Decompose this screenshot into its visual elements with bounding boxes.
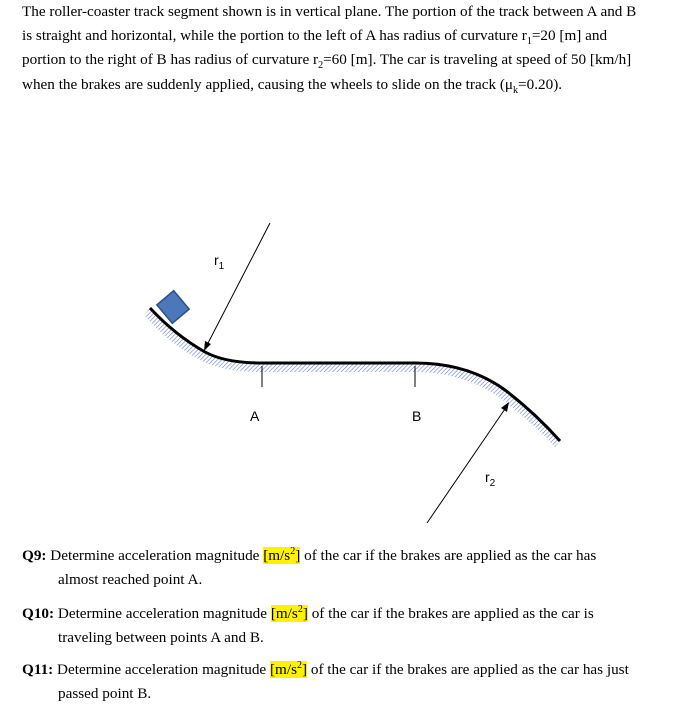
unit-highlight: $[m/s^2]$ xyxy=(263,545,301,564)
radius-r1-arrowhead xyxy=(204,341,211,351)
radius-r2-line xyxy=(427,406,507,523)
problem-line-2: is straight and horizontal, while the portion to the left of A has radius of curvature $r_1=20$ [m] and xyxy=(22,27,608,48)
question-q9: Q9: Determine acceleration magnitude $[m/s^2]$ of the car if the brakes are applied as the car has almost reached point A. xyxy=(22,545,597,588)
radius-r1-line xyxy=(206,223,270,347)
track-line xyxy=(150,308,560,441)
label-a: A xyxy=(250,408,260,424)
question-q10: Q10: Determine acceleration magnitude $[m/s^2]$ of the car if the brakes are applied as the car is traveling between points A and B. xyxy=(22,603,594,646)
question-q11: Q11: Determine acceleration magnitude $[m/s^2]$ of the car if the brakes are applied as the car has just passed point B. xyxy=(22,659,629,702)
problem-line-3: portion to the right of B has radius of curvature $r_2=60$ [m]. The car is traveling at speed of 50 [km/h] xyxy=(22,51,632,72)
label-r1: $r_1$ xyxy=(214,252,225,272)
radius-r2-arrowhead xyxy=(501,402,509,412)
question-label: Q11: xyxy=(22,661,54,678)
track-hatching xyxy=(144,308,560,447)
track-figure xyxy=(0,195,677,535)
problem-line-1: The roller-coaster track segment shown is in vertical plane. The portion of the track between A and B xyxy=(22,3,637,20)
question-label: Q10: xyxy=(22,605,55,622)
unit-highlight: $[m/s^2]$ xyxy=(269,659,308,678)
problem-line-4: when the brakes are suddenly applied, causing the wheels to slide on the track $(\mu_k=0.20)$. xyxy=(22,75,563,96)
problem-statement xyxy=(22,0,672,97)
question-label: Q9: xyxy=(22,547,47,564)
unit-highlight: $[m/s^2]$ xyxy=(270,603,308,622)
label-b: B xyxy=(412,408,422,424)
track-diagram xyxy=(0,195,677,535)
label-r2: $r_2$ xyxy=(485,469,496,489)
